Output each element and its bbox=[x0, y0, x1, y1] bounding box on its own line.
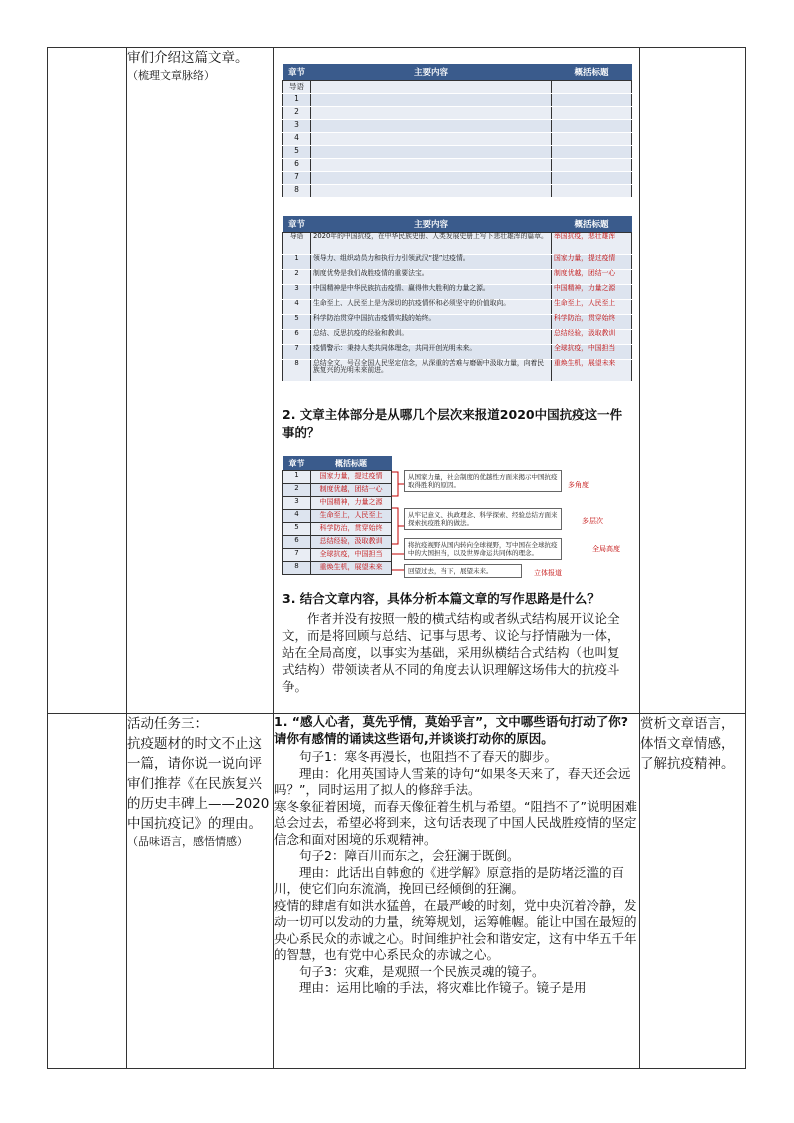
table-cell: 制度优势是我们战胜疫情的重要法宝。 bbox=[311, 270, 552, 285]
layer-diagram bbox=[282, 456, 631, 576]
header-cell: 概括标题 bbox=[311, 456, 392, 471]
header-cell: 概括标题 bbox=[552, 216, 632, 233]
table-row bbox=[283, 315, 632, 330]
outline-table-blank bbox=[282, 64, 632, 198]
table-cell: 生命至上，人民至上 bbox=[311, 510, 392, 523]
table-row bbox=[283, 360, 632, 382]
sentence-1: 句子1：寒冬再漫长，也阻挡不了春天的脚步。 bbox=[299, 749, 557, 764]
table-row bbox=[283, 300, 632, 315]
table-cell: 生命至上、人民至上是为深切的抗疫情怀和必须坚守的价值取向。 bbox=[311, 300, 552, 315]
reason-3: 理由：运用比喻的手法，将灾难比作镜子。镜子是用 bbox=[299, 980, 587, 995]
table-cell: 8 bbox=[283, 562, 311, 575]
empty-cell bbox=[48, 714, 127, 1069]
table-cell: 总结、反思抗疫的经验和教训。 bbox=[311, 330, 552, 345]
content-cell bbox=[274, 48, 640, 714]
table-cell: 总结经验，汲取教训 bbox=[552, 330, 632, 345]
table-cell: 科学防治，贯穿始终 bbox=[311, 523, 392, 536]
outline-table-filled bbox=[282, 216, 632, 382]
table-cell: 5 bbox=[283, 315, 311, 330]
table-cell: 科学防治，贯穿始终 bbox=[552, 315, 632, 330]
empty-cell bbox=[48, 48, 127, 714]
empty-cell bbox=[640, 48, 746, 714]
header-cell: 主要内容 bbox=[311, 216, 552, 233]
table-cell: 国家力量，提过疫情 bbox=[311, 471, 392, 484]
table-row bbox=[283, 345, 632, 360]
goal-cell bbox=[640, 714, 746, 1069]
table-cell: 6 bbox=[283, 536, 311, 549]
header-cell: 概括标题 bbox=[552, 64, 632, 81]
task-cell bbox=[127, 48, 274, 714]
note-box: 从牢记意义、执政理念、科学探索、经验总结方面来探索抗疫胜利的做法。 bbox=[404, 508, 562, 530]
label-text: 立体报道 bbox=[534, 569, 562, 577]
table-cell: 中国精神，力量之源 bbox=[311, 497, 392, 510]
table-cell: 2020年的中国抗疫，在中华民族史册、人类发展史册上写下悲壮雄浑的篇章。 bbox=[311, 233, 552, 255]
table-cell: 重焕生机，展望未来 bbox=[311, 562, 392, 575]
table-cell: 4 bbox=[283, 300, 311, 315]
question-2: 2. 文章主体部分是从哪几个层次来报道2020中国抗疫这一件事的？ bbox=[282, 407, 623, 440]
table-cell: 导语 bbox=[283, 233, 311, 255]
table-cell: 1 bbox=[283, 94, 311, 107]
table-cell: 中国精神是中华民族抗击疫情、赢得伟大胜利的力量之源。 bbox=[311, 285, 552, 300]
label-text: 多角度 bbox=[568, 481, 589, 489]
lesson-table bbox=[47, 47, 746, 1069]
table-cell: 7 bbox=[283, 172, 311, 185]
sentence-2: 句子2：障百川而东之，会狂澜于既倒。 bbox=[299, 848, 520, 863]
table-cell: 3 bbox=[283, 285, 311, 300]
goal-text: 赏析文章语言，体悟文章情感，了解抗疫精神。 bbox=[640, 716, 735, 772]
table-cell: 2 bbox=[283, 270, 311, 285]
table-cell: 举国抗疫，悲壮雄浑 bbox=[552, 233, 632, 255]
table-cell: 8 bbox=[283, 185, 311, 198]
task-note: （梳理文章脉络） bbox=[127, 69, 215, 82]
table-cell: 生命至上，人民至上 bbox=[552, 300, 632, 315]
table-row bbox=[283, 285, 632, 300]
reason-2: 理由：此话出自韩愈的《进学解》原意指的是防堵泛滥的百川，使它们向东流淌，挽回已经倾倒的狂澜。 bbox=[274, 864, 625, 896]
task-note: （品味语言，感悟情感） bbox=[127, 835, 248, 848]
table-cell: 4 bbox=[283, 510, 311, 523]
reason-1: 理由：化用英国诗人雪莱的诗句“如果冬天来了，春天还会远吗？”，同时运用了拟人的修辞手法。 bbox=[274, 765, 631, 797]
table-cell: 国家力量，提过疫情 bbox=[552, 255, 632, 270]
note-box: 将抗疫视野从国内转向全球视野，写中国在全球抗疫中的大国担当，以及世界命运共同体的理念。 bbox=[404, 538, 562, 560]
task-cell bbox=[127, 714, 274, 1069]
reason-2-detail: 疫情的肆虐有如洪水猛兽，在最严峻的时刻，党中央沉着冷静，发动一切可以发动的力量，统筹规划，运筹帷幄。能让中国在最短的央心系民众的赤诚之心。时间维护社会和谐安定，这有中华五千年的智慧，也有党中心系民众的赤诚之心。 bbox=[274, 897, 637, 962]
table-cell: 制度优越，团结一心 bbox=[552, 270, 632, 285]
sentence-3: 句子3：灾难，是观照一个民族灵魂的镜子。 bbox=[299, 963, 545, 979]
header-cell: 章节 bbox=[283, 216, 311, 233]
header-cell: 章节 bbox=[283, 456, 311, 471]
table-cell: 疫情警示：秉持人类共同体理念，共同开创光明未来。 bbox=[311, 345, 552, 360]
table-cell: 5 bbox=[283, 146, 311, 159]
table-cell: 2 bbox=[283, 107, 311, 120]
table-cell: 总结全文，号召全国人民坚定信念，从深重的苦难与磨砺中汲取力量，向着民族复兴的光明未来前进。 bbox=[311, 360, 552, 382]
table-cell: 科学防治贯穿中国抗击疫情实践的始终。 bbox=[311, 315, 552, 330]
answer-3: 作者并没有按照一般的横式结构或者纵式结构展开议论全文，而是将回顾与总结、记事与思考、议论与抒情融为一体，站在全局高度，以事实为基础，采用纵横结合式结构（也叫复式结构）带领读者从不同的角度去认识理解这场伟大的抗疫斗争。 bbox=[282, 611, 620, 694]
header-cell: 章节 bbox=[283, 64, 311, 81]
table-cell: 重焕生机，展望未来 bbox=[552, 360, 632, 382]
table-row bbox=[48, 48, 746, 714]
table-cell: 6 bbox=[283, 159, 311, 172]
table-cell: 8 bbox=[283, 360, 311, 382]
question-1: 1. “感人心者，莫先乎情，莫始乎言”，文中哪些语句打动了你?请你有感情的诵读这些语句,并谈谈打动你的原因。 bbox=[274, 714, 628, 746]
table-cell: 3 bbox=[283, 120, 311, 133]
table-cell: 7 bbox=[283, 345, 311, 360]
table-cell: 中国精神，力量之源 bbox=[552, 285, 632, 300]
table-cell: 1 bbox=[283, 255, 311, 270]
table-cell: 1 bbox=[283, 471, 311, 484]
note-box: 回望过去，当下，展望未来。 bbox=[404, 564, 522, 578]
table-row bbox=[283, 255, 632, 270]
task-text: 审们介绍这篇文章。 bbox=[127, 50, 249, 66]
title-table bbox=[282, 456, 392, 575]
table-cell: 6 bbox=[283, 330, 311, 345]
label-text: 全局高度 bbox=[592, 545, 620, 553]
table-row bbox=[283, 233, 632, 255]
table-row bbox=[283, 270, 632, 285]
content-cell bbox=[274, 714, 640, 1069]
table-cell: 全球抗疫，中国担当 bbox=[552, 345, 632, 360]
table-cell: 7 bbox=[283, 549, 311, 562]
table-cell: 总结经验，汲取教训 bbox=[311, 536, 392, 549]
table-row bbox=[48, 714, 746, 1069]
table-row bbox=[283, 330, 632, 345]
reason-1-detail: 寒冬象征着困境，而春天像征着生机与希望。“阻挡不了”说明困难总会过去，希望必将到来，这句话表现了中国人民战胜疫情的坚定信念和面对困境的乐观精神。 bbox=[274, 798, 637, 847]
note-box: 从国家力量，社会制度的优越性方面来揭示中国抗疫取得胜利的原因。 bbox=[404, 470, 562, 492]
table-cell: 领导力、组织动员力和执行力引领武汉“提”过疫情。 bbox=[311, 255, 552, 270]
label-text: 多层次 bbox=[582, 517, 603, 525]
task-text: 抗疫题材的时文不止这一篇，请你说一说向评审们推荐《在民族复兴的历史丰碑上——2020中国抗疫记》的理由。 bbox=[127, 736, 270, 832]
table-cell: 5 bbox=[283, 523, 311, 536]
task-title: 活动任务三： bbox=[127, 716, 208, 732]
table-cell: 导语 bbox=[283, 81, 311, 94]
table-cell: 2 bbox=[283, 484, 311, 497]
question-3: 3. 结合文章内容，具体分析本篇文章的写作思路是什么？ bbox=[282, 591, 600, 606]
header-cell: 主要内容 bbox=[311, 64, 552, 81]
table-cell: 4 bbox=[283, 133, 311, 146]
table-cell: 制度优越，团结一心 bbox=[311, 484, 392, 497]
table-cell: 全球抗疫，中国担当 bbox=[311, 549, 392, 562]
table-cell: 3 bbox=[283, 497, 311, 510]
